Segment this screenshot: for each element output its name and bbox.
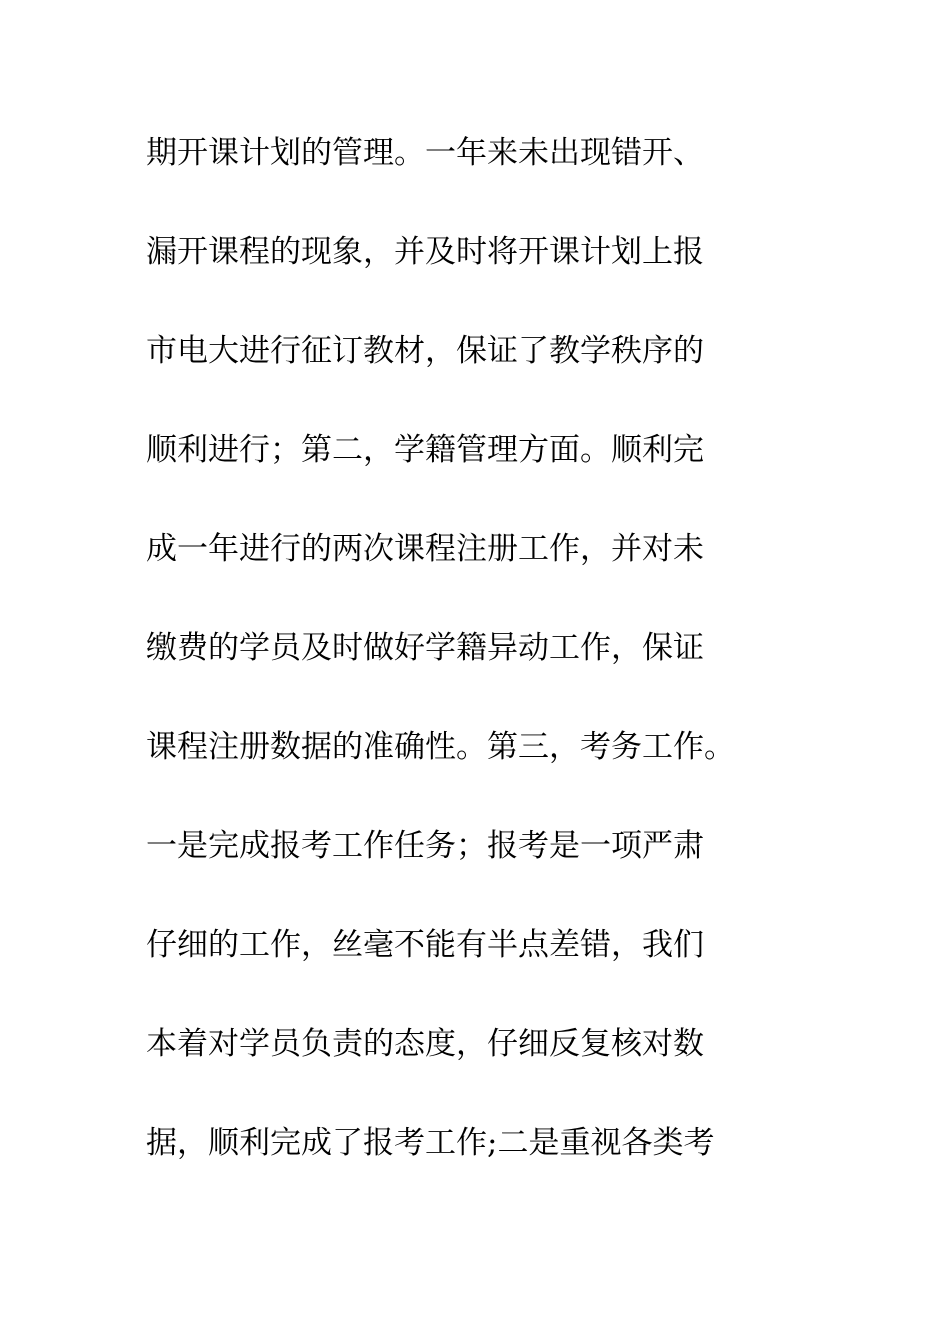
text-line: 缴费的学员及时做好学籍异动工作，保证 — [146, 630, 704, 666]
text-line: 课程注册数据的准确性。第三，考务工作。 — [146, 729, 735, 765]
text-line: 顺利进行；第二，学籍管理方面。顺利完 — [146, 432, 704, 468]
text-line: 据，顺利完成了报考工作;二是重视各类考 — [146, 1125, 715, 1161]
text-line: 一是完成报考工作任务；报考是一项严肃 — [146, 828, 704, 864]
text-line: 成一年进行的两次课程注册工作，并对未 — [146, 531, 704, 567]
text-line: 漏开课程的现象，并及时将开课计划上报 — [146, 234, 704, 270]
text-line: 本着对学员负责的态度，仔细反复核对数 — [146, 1026, 704, 1062]
text-line: 仔细的工作，丝毫不能有半点差错，我们 — [146, 927, 704, 963]
text-line: 期开课计划的管理。一年来未出现错开、 — [146, 135, 704, 171]
text-line: 市电大进行征订教材，保证了教学秩序的 — [146, 333, 704, 369]
